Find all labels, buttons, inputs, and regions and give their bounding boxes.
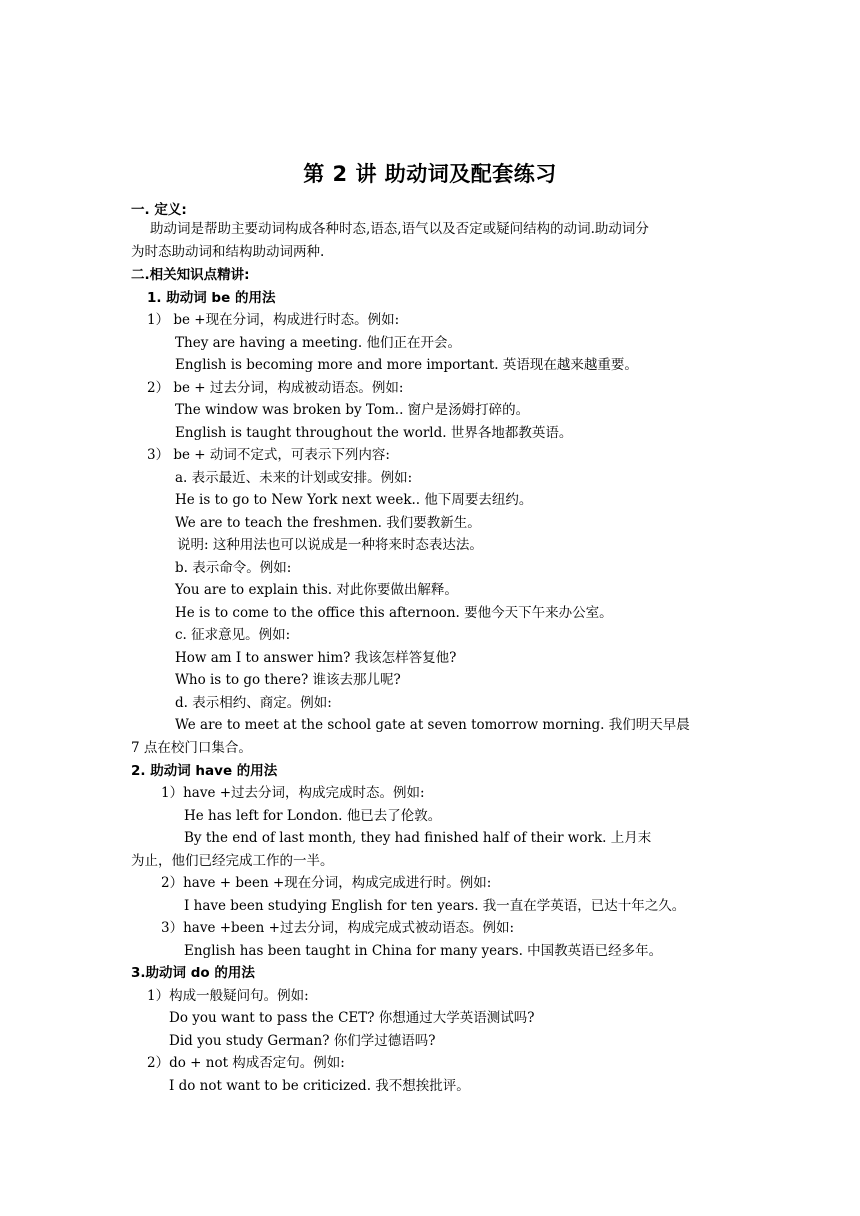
example-line: We are to teach the freshmen. 我们要教新生。: [175, 515, 481, 531]
subsection-heading: 2. 助动词 have 的用法: [131, 763, 278, 779]
example-line: How am I to answer him? 我该怎样答复他?: [175, 650, 457, 666]
example-line: He has left for London. 他已去了伦敦。: [184, 808, 442, 824]
paragraph-line: 为时态助动词和结构助动词两种.: [131, 244, 325, 260]
example-line: By the end of last month, they had finished half of their work. 上月末: [184, 830, 652, 846]
list-item: 3）have +been +过去分词，构成完成式被动语态。例如:: [161, 920, 515, 936]
paragraph-line: 助动词是帮助主要动词构成各种时态,语态,语气以及否定或疑问结构的动词.助动词分: [150, 221, 649, 237]
list-item: 2）have + been +现在分词，构成完成进行时。例如:: [161, 875, 492, 891]
sub-item: d. 表示相约、商定。例如:: [175, 695, 332, 711]
example-line: Who is to go there? 谁该去那儿呢?: [175, 672, 401, 688]
example-line: English has been taught in China for many years. 中国教英语已经多年。: [184, 943, 663, 959]
example-line: They are having a meeting. 他们正在开会。: [175, 335, 461, 351]
example-line: He is to come to the office this afternoon. 要他今天下午来办公室。: [175, 605, 613, 621]
list-item: 2） be + 过去分词，构成被动语态。例如:: [147, 380, 404, 396]
list-item: 1）have +过去分词，构成完成时态。例如:: [161, 785, 425, 801]
example-line: 7 点在校门口集合。: [131, 740, 252, 756]
example-line: I have been studying English for ten years. 我一直在学英语，已达十年之久。: [184, 898, 686, 914]
page-title: 第 2 讲 助动词及配套练习: [303, 162, 557, 186]
note-line: 说明: 这种用法也可以说成是一种将来时态表达法。: [177, 537, 483, 553]
section-heading: 一. 定义:: [131, 202, 187, 218]
subsection-heading: 1. 助动词 be 的用法: [147, 290, 276, 306]
example-line: Do you want to pass the CET? 你想通过大学英语测试吗?: [169, 1010, 535, 1026]
example-line: The window was broken by Tom.. 窗户是汤姆打碎的。: [175, 402, 530, 418]
example-line: 为止，他们已经完成工作的一半。: [131, 853, 334, 869]
list-item: 1） be +现在分词，构成进行时态。例如:: [147, 312, 400, 328]
example-line: I do not want to be criticized. 我不想挨批评。: [169, 1078, 470, 1094]
example-line: You are to explain this. 对此你要做出解释。: [175, 582, 458, 598]
list-item: 1）构成一般疑问句。例如:: [147, 988, 309, 1004]
example-line: He is to go to New York next week.. 他下周要去纽约。: [175, 492, 533, 508]
sub-item: b. 表示命令。例如:: [175, 560, 292, 576]
list-item: 3） be + 动词不定式，可表示下列内容:: [147, 447, 390, 463]
example-line: We are to meet at the school gate at seven tomorrow morning. 我们明天早晨: [175, 717, 690, 733]
example-line: Did you study German? 你们学过德语吗?: [169, 1033, 436, 1049]
sub-item: c. 征求意见。例如:: [175, 627, 291, 643]
example-line: English is becoming more and more important. 英语现在越来越重要。: [175, 357, 638, 373]
subsection-heading: 3.助动词 do 的用法: [131, 965, 255, 981]
list-item: 2）do + not 构成否定句。例如:: [147, 1055, 345, 1071]
example-line: English is taught throughout the world. 世界各地都教英语。: [175, 425, 573, 441]
sub-item: a. 表示最近、未来的计划或安排。例如:: [175, 470, 413, 486]
section-heading: 二.相关知识点精讲:: [131, 267, 250, 283]
